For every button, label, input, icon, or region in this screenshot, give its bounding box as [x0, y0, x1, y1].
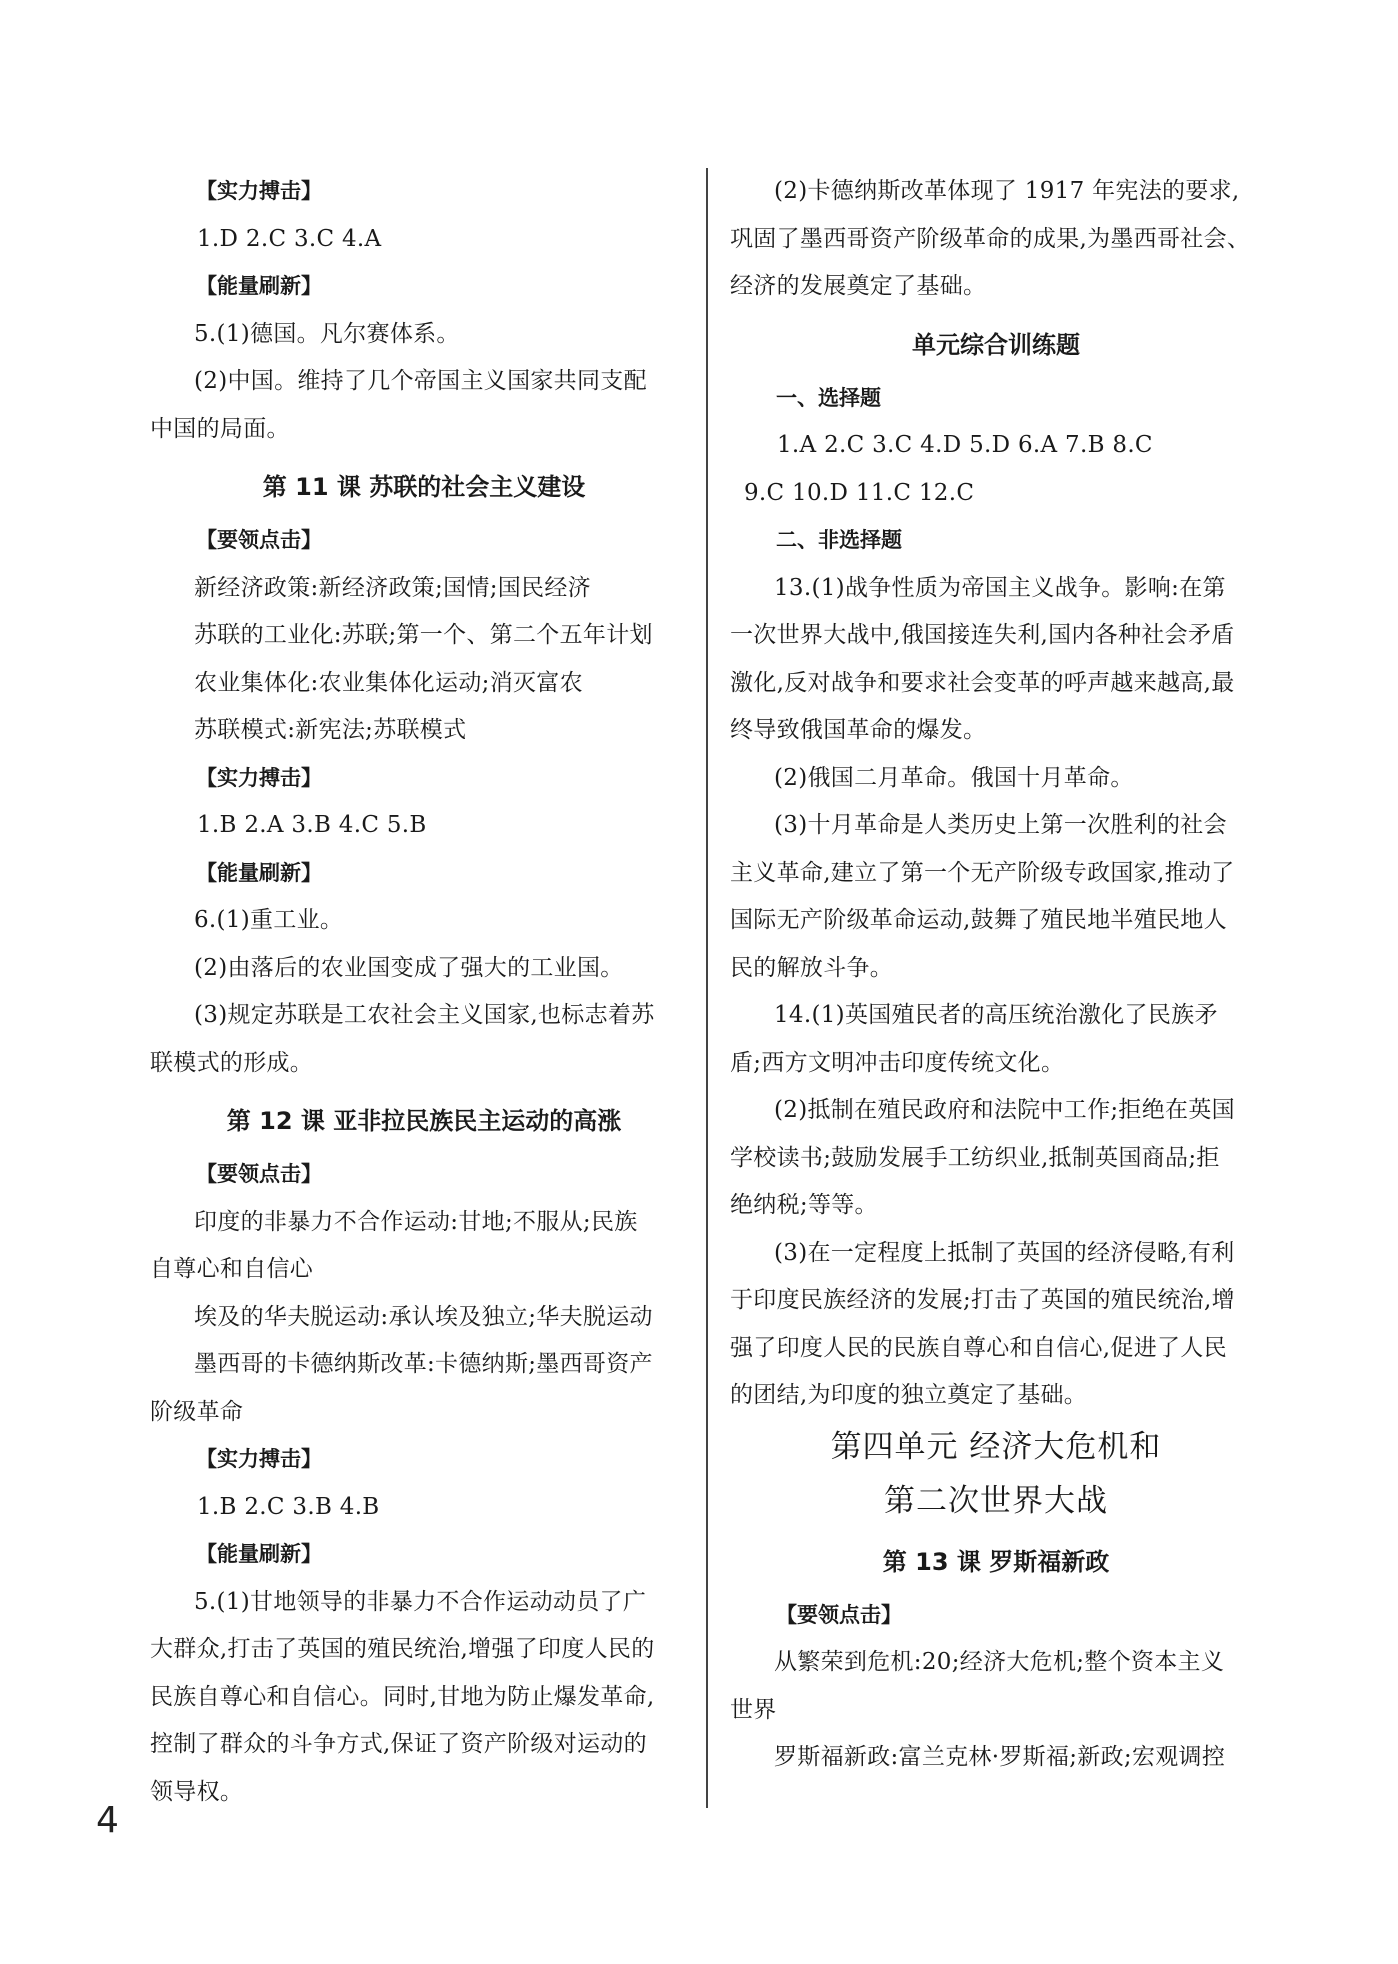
paragraph-line: 13.(1)战争性质为帝国主义战争。影响:在第 [774, 574, 1226, 601]
section-header: 二、非选择题 [776, 528, 902, 552]
section-header: 一、选择题 [776, 385, 881, 410]
continuation-line: 一次世界大战中,俄国接连失利,国内各种社会矛盾 [730, 622, 1235, 648]
paragraph-line: (2)卡德纳斯改革体现了 1917 年宪法的要求, [774, 178, 1240, 204]
paragraph-line: 新经济政策:新经济政策;国情;国民经济 [194, 574, 591, 601]
continuation-line: 自尊心和自信心 [150, 1256, 314, 1282]
section-header: 【要领点击】 [196, 528, 322, 552]
unit-title: 第二次世界大战 [884, 1482, 1108, 1519]
paragraph-line: 印度的非暴力不合作运动:甘地;不服从;民族 [194, 1208, 638, 1235]
page-number: 4 [96, 1800, 119, 1841]
unit-title: 第四单元 经济大危机和 [830, 1428, 1162, 1465]
section-header: 【能量刷新】 [196, 1542, 322, 1566]
paragraph-line: (2)俄国二月革命。俄国十月革命。 [774, 764, 1134, 791]
continuation-line: 控制了群众的斗争方式,保证了资产阶级对运动的 [150, 1731, 647, 1757]
paragraph-line: 苏联模式:新宪法;苏联模式 [194, 717, 467, 743]
paragraph-line: 从繁荣到危机:20;经济大危机;整个资本主义 [774, 1649, 1225, 1675]
continuation-line: 于印度民族经济的发展;打击了英国的殖民统治,增 [730, 1287, 1235, 1313]
continuation-line: 终导致俄国革命的爆发。 [730, 717, 987, 743]
section-header: 【要领点击】 [196, 1162, 322, 1186]
lesson-title: 第 12 课 亚非拉民族民主运动的高涨 [226, 1107, 622, 1135]
continuation-line: 的团结,为印度的独立奠定了基础。 [730, 1382, 1088, 1408]
answer-line: 1.A 2.C 3.C 4.D 5.D 6.A 7.B 8.C [777, 432, 1153, 458]
section-header: 【要领点击】 [776, 1602, 902, 1627]
paragraph-line: 农业集体化:农业集体化运动;消灭富农 [194, 669, 583, 696]
continuation-line: 绝纳税;等等。 [730, 1192, 878, 1218]
paragraph-line: (2)中国。维持了几个帝国主义国家共同支配 [194, 368, 647, 394]
paragraph-line: (2)抵制在殖民政府和法院中工作;拒绝在英国 [774, 1097, 1235, 1123]
lesson-title: 单元综合训练题 [912, 330, 1080, 359]
section-header: 【能量刷新】 [196, 274, 322, 298]
answer-line: 1.B 2.C 3.B 4.B [197, 1493, 380, 1520]
column-divider [706, 168, 708, 1808]
paragraph-line: 5.(1)德国。凡尔赛体系。 [194, 320, 460, 347]
paragraph-line: (3)十月革命是人类历史上第一次胜利的社会 [774, 812, 1227, 838]
paragraph-line: (3)在一定程度上抵制了英国的经济侵略,有利 [774, 1239, 1235, 1266]
right-column [730, 168, 1262, 1782]
continuation-line: 世界 [730, 1696, 777, 1723]
paragraph-line: 墨西哥的卡德纳斯改革:卡德纳斯;墨西哥资产 [194, 1351, 653, 1377]
paragraph-line: 5.(1)甘地领导的非暴力不合作运动动员了广 [194, 1588, 647, 1615]
lesson-title: 第 11 课 苏联的社会主义建设 [262, 473, 586, 501]
paragraph-line: (2)由落后的农业国变成了强大的工业国。 [194, 954, 624, 981]
continuation-line: 盾;西方文明冲击印度传统文化。 [730, 1049, 1065, 1076]
section-header: 【实力搏击】 [196, 1447, 322, 1471]
continuation-line: 9.C 10.D 11.C 12.C [744, 479, 975, 506]
continuation-line: 民族自尊心和自信心。同时,甘地为防止爆发革命, [150, 1683, 655, 1710]
continuation-line: 领导权。 [150, 1778, 244, 1805]
continuation-line: 强了印度人民的民族自尊心和自信心,促进了人民 [730, 1334, 1227, 1361]
paragraph-line: 罗斯福新政:富兰克林·罗斯福;新政;宏观调控 [774, 1744, 1226, 1770]
paragraph-line: 埃及的华夫脱运动:承认埃及独立;华夫脱运动 [194, 1303, 653, 1330]
continuation-line: 阶级革命 [150, 1398, 244, 1425]
section-header: 【能量刷新】 [196, 860, 322, 885]
continuation-line: 国际无产阶级革命运动,鼓舞了殖民地半殖民地人 [730, 907, 1227, 933]
paragraph-line: (3)规定苏联是工农社会主义国家,也标志着苏 [194, 1002, 655, 1028]
continuation-line: 学校读书;鼓励发展手工纺织业,抵制英国商品;拒 [730, 1144, 1220, 1171]
continuation-line: 激化,反对战争和要求社会变革的呼声越来越高,最 [730, 669, 1235, 696]
continuation-line: 民的解放斗争。 [730, 954, 894, 981]
left-column [150, 168, 698, 1816]
answer-line: 1.B 2.A 3.B 4.C 5.B [197, 812, 427, 838]
continuation-line: 联模式的形成。 [150, 1049, 314, 1076]
continuation-line: 经济的发展奠定了基础。 [730, 273, 987, 299]
answer-line: 1.D 2.C 3.C 4.A [197, 225, 382, 252]
section-header: 【实力搏击】 [196, 765, 322, 790]
paragraph-line: 6.(1)重工业。 [194, 907, 344, 933]
section-header: 【实力搏击】 [196, 179, 322, 203]
paragraph-line: 14.(1)英国殖民者的高压统治激化了民族矛 [774, 1002, 1218, 1028]
continuation-line: 大群众,打击了英国的殖民统治,增强了印度人民的 [150, 1636, 655, 1662]
continuation-line: 巩固了墨西哥资产阶级革命的成果,为墨西哥社会、 [730, 225, 1251, 252]
lesson-title: 第 13 课 罗斯福新政 [882, 1547, 1110, 1576]
continuation-line: 主义革命,建立了第一个无产阶级专政国家,推动了 [730, 859, 1235, 886]
paragraph-line: 苏联的工业化:苏联;第一个、第二个五年计划 [194, 622, 653, 648]
continuation-line: 中国的局面。 [150, 415, 290, 442]
